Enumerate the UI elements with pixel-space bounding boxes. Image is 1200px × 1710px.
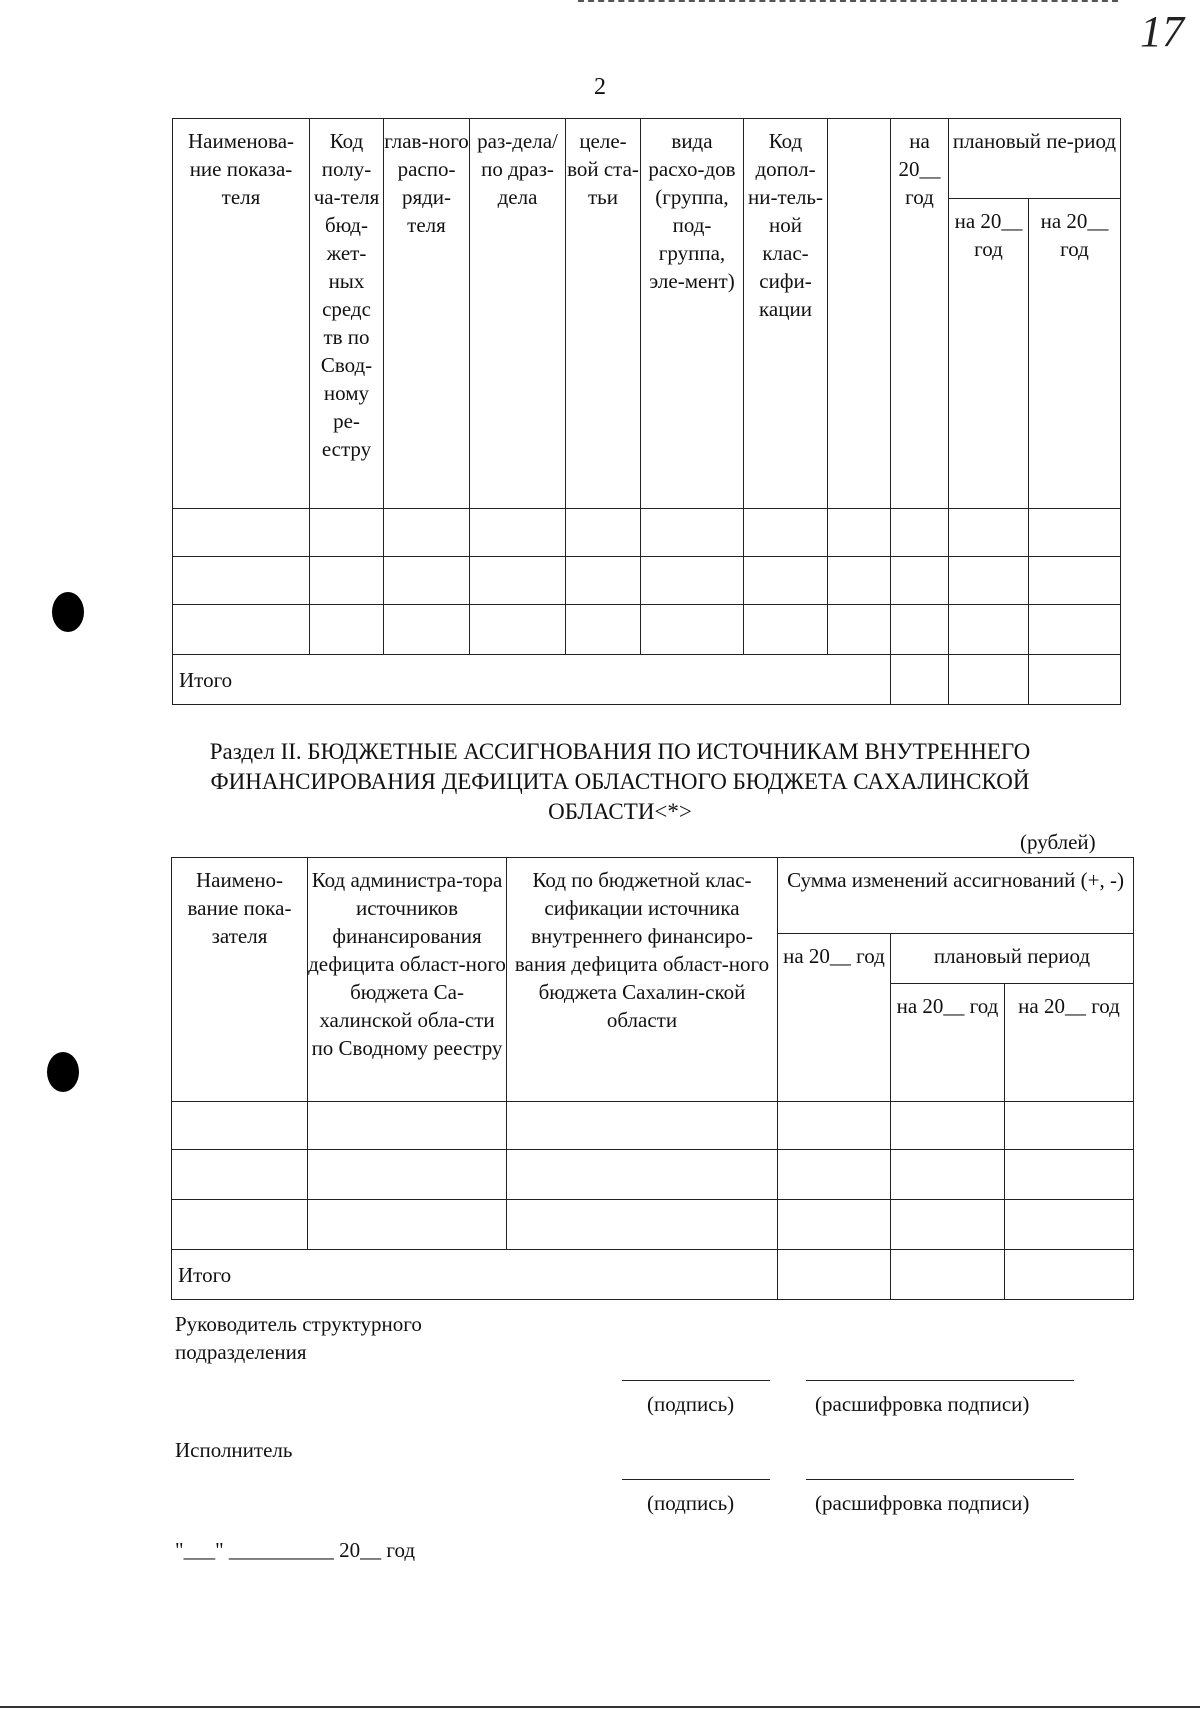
punch-hole-icon	[47, 1052, 79, 1092]
header-admin-code: Код администра-тора источников финансирования дефицита област-ного бюджета Са-халинской обла-сти по Сводному реестру	[308, 858, 507, 1102]
table-row	[172, 1150, 1134, 1200]
punch-hole-icon	[52, 592, 84, 632]
total-row	[173, 655, 1121, 705]
table-row	[172, 1200, 1134, 1250]
section-2-title	[160, 737, 1080, 827]
header-target-article: целе-вой ста-тьи	[566, 119, 641, 509]
scan-top-line	[578, 0, 1118, 2]
indicators-table	[172, 118, 1121, 705]
header-year-3: на 20__ год	[1005, 984, 1134, 1102]
total-row	[172, 1250, 1134, 1300]
page-number: 2	[594, 74, 606, 100]
section-2-title-line: ОБЛАСТИ<*>	[548, 799, 692, 824]
signature-line	[622, 1380, 770, 1381]
deficit-sources-table	[171, 857, 1134, 1300]
total-label: Итого	[172, 1250, 778, 1300]
signature-line	[622, 1479, 770, 1480]
header-indicator-name: Наимено-вание пока-зателя	[172, 858, 308, 1102]
header-planned-period: плановый пе-риод	[949, 119, 1121, 199]
currency-unit: (рублей)	[1020, 830, 1096, 854]
signature-decoding-caption: (расшифровка подписи)	[815, 1392, 1030, 1416]
header-current-year: на 20__ год	[891, 119, 949, 509]
header-sum-changes: Сумма изменений ассигнований (+, -)	[778, 858, 1134, 934]
head-of-unit-label: Руководитель структурного подразделения	[175, 1312, 422, 1364]
header-indicator-name: Наименова-ние показа-теля	[173, 119, 310, 509]
header-year-3: на 20__ год	[1029, 199, 1121, 509]
header-current-year: на 20__ год	[778, 934, 891, 1102]
handwritten-page-number: 17	[1140, 7, 1184, 56]
executor-label: Исполнитель	[175, 1438, 293, 1462]
header-recipient-code: Код полу-ча-теля бюд-жет-ных средс тв по Свод-ному ре-естру	[310, 119, 384, 509]
header-expense-type: вида расхо-дов (группа, под-группа, эле-мент)	[641, 119, 744, 509]
header-section: раз-дела/по драз-дела	[470, 119, 566, 509]
table-row	[173, 605, 1121, 655]
section-2-title-line: ФИНАНСИРОВАНИЯ ДЕФИЦИТА ОБЛАСТНОГО БЮДЖЕТА САХАЛИНСКОЙ	[210, 769, 1030, 794]
table-row	[173, 509, 1121, 557]
header-year-2: на 20__ год	[949, 199, 1029, 509]
header-planned-period: плановый период	[891, 934, 1134, 984]
signature-line	[806, 1479, 1074, 1480]
header-budget-classification-code: Код по бюджетной клас-сификации источника внутреннего финансиро-вания дефицита област-ного бюджета Сахалин-ской области	[507, 858, 778, 1102]
signature-caption: (подпись)	[647, 1491, 735, 1515]
table-row	[173, 557, 1121, 605]
signature-caption: (подпись)	[647, 1392, 735, 1416]
section-2-title-line: Раздел II. БЮДЖЕТНЫЕ АССИГНОВАНИЯ ПО ИСТОЧНИКАМ ВНУТРЕННЕГО	[209, 739, 1031, 764]
date-line: "___" __________ 20__ год	[175, 1538, 416, 1562]
signature-decoding-caption: (расшифровка подписи)	[815, 1491, 1030, 1515]
header-additional-code: Код допол-ни-тель-ной клас-сифи-кации	[744, 119, 828, 509]
header-year-2: на 20__ год	[891, 984, 1005, 1102]
total-label: Итого	[173, 655, 891, 705]
header-main-manager: глав-ного распо-ряди-теля	[384, 119, 470, 509]
signature-line	[806, 1380, 1074, 1381]
scan-bottom-line	[0, 1706, 1200, 1708]
table-row	[172, 1102, 1134, 1150]
header-empty	[828, 119, 891, 509]
